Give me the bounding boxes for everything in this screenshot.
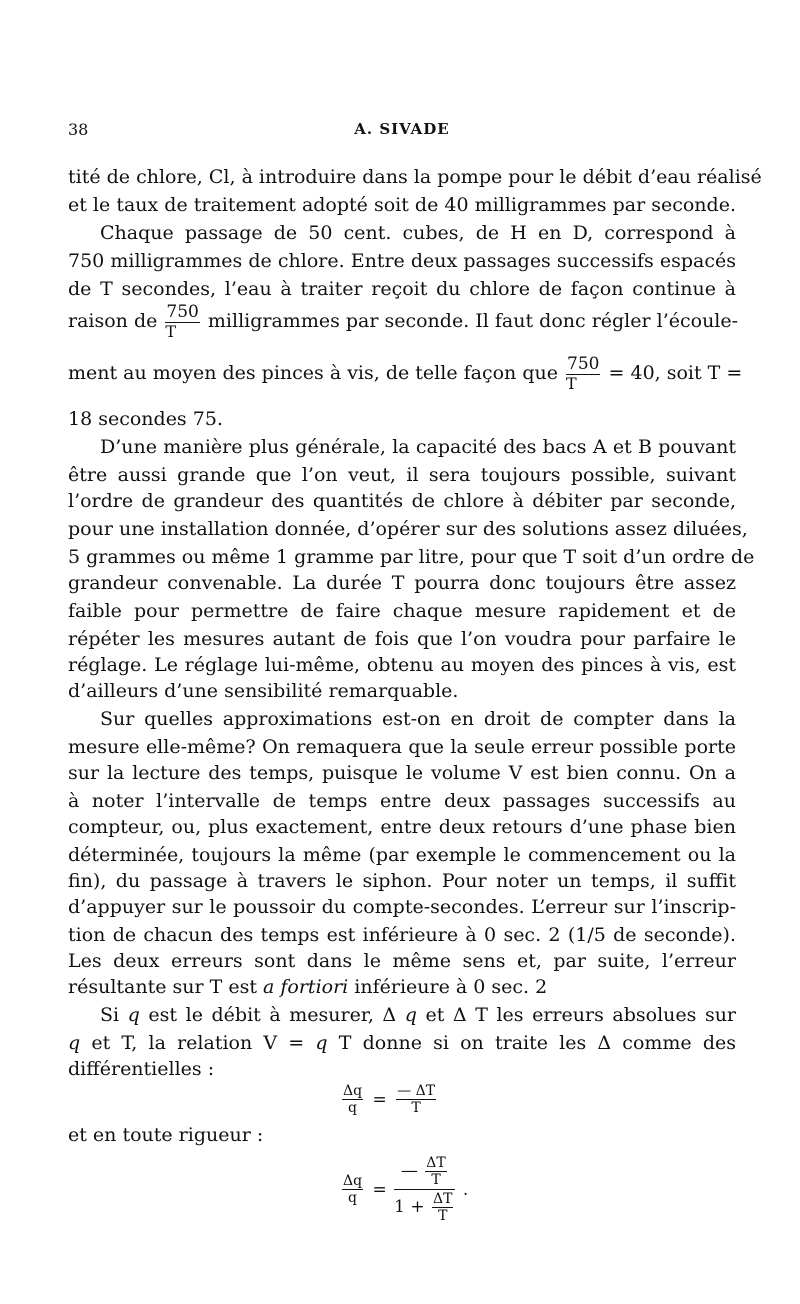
italic-variable: q xyxy=(404,1004,417,1026)
text-segment: et T, la relation V = xyxy=(91,1032,316,1054)
text-line xyxy=(68,976,736,998)
fraction-numerator: Δq xyxy=(343,1083,363,1099)
fraction-750-over-t xyxy=(566,356,600,392)
equation-exact xyxy=(340,1156,470,1223)
text-line: et le taux de traitement adopté soit de 40 milligrammes par seconde. xyxy=(68,194,736,216)
text-line: 750 milligrammes de chlore. Entre deux passages successifs espacés xyxy=(68,250,736,272)
compound-denominator xyxy=(394,1190,455,1223)
italic-variable: q xyxy=(315,1032,328,1054)
fraction-numerator: Δq xyxy=(343,1173,363,1189)
equals-sign: = xyxy=(372,1089,387,1110)
book-page xyxy=(68,0,762,1304)
text-line-with-fraction xyxy=(68,354,743,393)
text-segment: inférieure à 0 sec. 2 xyxy=(354,976,548,998)
fraction-numerator: 750 xyxy=(166,302,199,322)
text-segment: Si xyxy=(100,1004,120,1026)
text-line: sur la lecture des temps, puisque le volume V est bien connu. On a xyxy=(68,762,736,784)
fraction-denominator: T xyxy=(438,1208,448,1224)
text-line: réglage. Le réglage lui-même, obtenu au moyen des pinces à vis, est xyxy=(68,654,736,676)
fraction-denominator: T xyxy=(165,322,177,341)
fraction-dt-over-t xyxy=(432,1192,453,1223)
one-plus: 1 + xyxy=(394,1197,425,1217)
text-line: répéter les mesures autant de fois que l’on voudra pour parfaire le xyxy=(68,628,736,650)
equation-differential xyxy=(340,1084,438,1115)
fraction-dq-over-q xyxy=(342,1174,363,1205)
page-number: 38 xyxy=(68,120,89,139)
compound-fraction xyxy=(394,1156,455,1223)
text-line: d’appuyer sur le poussoir du compte-secondes. L’erreur sur l’inscrip- xyxy=(68,896,736,918)
fraction-numerator: 750 xyxy=(567,354,600,374)
equals-sign: = xyxy=(372,1179,387,1200)
text-segment: résultante sur T est xyxy=(68,976,257,998)
fraction-denominator: T xyxy=(411,1100,421,1116)
text-segment: ment au moyen des pinces à vis, de telle façon que xyxy=(68,362,558,384)
text-line: D’une manière plus générale, la capacité des bacs A et B pouvant xyxy=(100,436,736,458)
text-line: pour une installation donnée, d’opérer sur des solutions assez diluées, xyxy=(68,518,748,540)
text-line: d’ailleurs d’une sensibilité remarquable. xyxy=(68,680,459,702)
text-line: fin), du passage à travers le siphon. Pour noter un temps, il suffit xyxy=(68,870,736,892)
text-line: mesure elle-même? On remaquera que la seule erreur possible porte xyxy=(68,736,736,758)
fraction-denominator: T xyxy=(566,374,577,393)
text-segment: = 40, soit T = xyxy=(608,362,743,384)
compound-numerator xyxy=(394,1156,455,1190)
text-line xyxy=(68,1032,736,1054)
text-line: faible pour permettre de faire chaque mesure rapidement et de xyxy=(68,600,736,622)
italic-text: a fortiori xyxy=(263,976,349,998)
text-line: compteur, ou, plus exactement, entre deux retours d’une phase bien xyxy=(68,816,736,838)
text-segment: est le débit à mesurer, Δ xyxy=(148,1004,397,1026)
text-segment: T donne si on traite les Δ comme des xyxy=(338,1032,737,1054)
fraction-numerator: — ΔT xyxy=(397,1083,436,1099)
text-line: Sur quelles approximations est-on en droit de compter dans la xyxy=(100,708,736,730)
text-line: l’ordre de grandeur des quantités de chlore à débiter par seconde, xyxy=(68,490,736,512)
fraction-dq-over-q xyxy=(342,1084,363,1115)
text-line: à noter l’intervalle de temps entre deux passages successifs au xyxy=(68,790,736,812)
text-line: 18 secondes 75. xyxy=(68,408,223,430)
text-line: tité de chlore, Cl, à introduire dans la pompe pour le débit d’eau réalisé xyxy=(68,166,762,188)
text-line: 5 grammes ou même 1 gramme par litre, pour que T soit d’un ordre de xyxy=(68,546,755,568)
text-line: grandeur convenable. La durée T pourra donc toujours être assez xyxy=(68,572,736,594)
text-line xyxy=(68,1004,736,1026)
fraction-denominator: q xyxy=(348,1100,358,1116)
italic-variable: q xyxy=(127,1004,140,1026)
page-header xyxy=(68,120,736,144)
fraction-numerator: ΔT xyxy=(426,1155,446,1171)
text-line: différentielles : xyxy=(68,1058,215,1080)
fraction-750-over-t xyxy=(165,304,199,340)
running-title: A. SIVADE xyxy=(354,120,450,138)
text-line: déterminée, toujours la même (par exemple le commencement ou la xyxy=(68,844,736,866)
period: . xyxy=(462,1179,469,1200)
text-line: et en toute rigueur : xyxy=(68,1124,264,1146)
text-line: Les deux erreurs sont dans le même sens et, par suite, l’erreur xyxy=(68,950,736,972)
text-segment: milligrammes par seconde. Il faut donc régler l’écoule- xyxy=(207,310,739,332)
minus-sign: — xyxy=(400,1161,418,1181)
text-segment: et Δ T les erreurs absolues sur xyxy=(425,1004,737,1026)
text-line: Chaque passage de 50 cent. cubes, de H en D, correspond à xyxy=(100,222,736,244)
text-line: être aussi grande que l’on veut, il sera toujours possible, suivant xyxy=(68,464,736,486)
fraction-dt-over-t xyxy=(425,1156,446,1187)
italic-variable: q xyxy=(68,1032,81,1054)
fraction-numerator: ΔT xyxy=(433,1191,453,1207)
fraction-denominator: q xyxy=(348,1190,358,1206)
fraction-minus-dt-over-t xyxy=(396,1084,436,1115)
text-segment: raison de xyxy=(68,310,158,332)
fraction-denominator: T xyxy=(431,1172,441,1188)
text-line: de T secondes, l’eau à traiter reçoit du chlore de façon continue à xyxy=(68,278,736,300)
text-line: tion de chacun des temps est inférieure à 0 sec. 2 (1/5 de seconde). xyxy=(68,924,736,946)
text-line-with-fraction xyxy=(68,302,739,341)
